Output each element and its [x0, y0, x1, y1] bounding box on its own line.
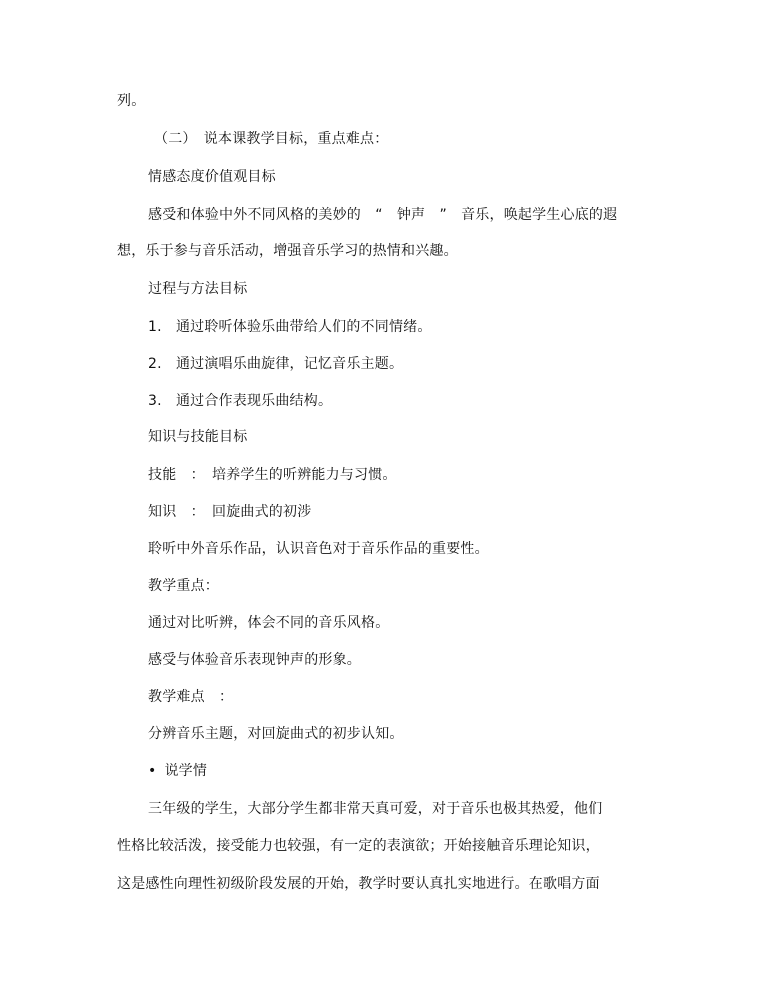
- subheading: 教学重点：: [148, 578, 219, 594]
- bullet-heading-label: 说学情: [164, 763, 208, 779]
- bullet-heading: [148, 762, 207, 780]
- subheading: 知识与技能目标: [148, 429, 248, 445]
- list-item: 2. 通过演唱乐曲旋律，记忆音乐主题。: [148, 356, 404, 372]
- text-line: 通过对比听辨，体会不同的音乐风格。: [148, 615, 390, 631]
- section-heading: （二） 说本课教学目标，重点难点：: [154, 131, 389, 147]
- text-line: 这是感性向理性初级阶段发展的开始，教学时要认真扎实地进行。在歌唱方面: [117, 876, 600, 892]
- subheading: 过程与方法目标: [148, 281, 248, 297]
- text-line: 感受与体验音乐表现钟声的形象。: [148, 652, 361, 668]
- text-line: 知识 ： 回旋曲式的初涉: [148, 504, 312, 520]
- text-line: 分辨音乐主题，对回旋曲式的初步认知。: [148, 726, 404, 742]
- text-line: 感受和体验中外不同风格的美妙的 “ 钟声 ” 音乐，唤起学生心底的遐: [148, 207, 618, 223]
- bullet-icon: •: [148, 763, 157, 779]
- subheading: 情感态度价值观目标: [148, 169, 276, 185]
- text-line: 列。: [117, 93, 146, 109]
- list-item: 3. 通过合作表现乐曲结构。: [148, 393, 333, 409]
- list-item: 1. 通过聆听体验乐曲带给人们的不同情绪。: [148, 319, 432, 335]
- text-line: 想，乐于参与音乐活动，增强音乐学习的热情和兴趣。: [117, 243, 458, 259]
- text-line: 三年级的学生，大部分学生都非常天真可爱，对于音乐也极其热爱，他们: [148, 801, 603, 817]
- text-line: 聆听中外音乐作品，认识音色对于音乐作品的重要性。: [148, 541, 489, 557]
- subheading: 教学难点 ：: [148, 689, 234, 705]
- text-line: 技能 ： 培养学生的听辨能力与习惯。: [148, 467, 397, 483]
- text-line: 性格比较活泼，接受能力也较强，有一定的表演欲；开始接触音乐理论知识，: [117, 838, 600, 854]
